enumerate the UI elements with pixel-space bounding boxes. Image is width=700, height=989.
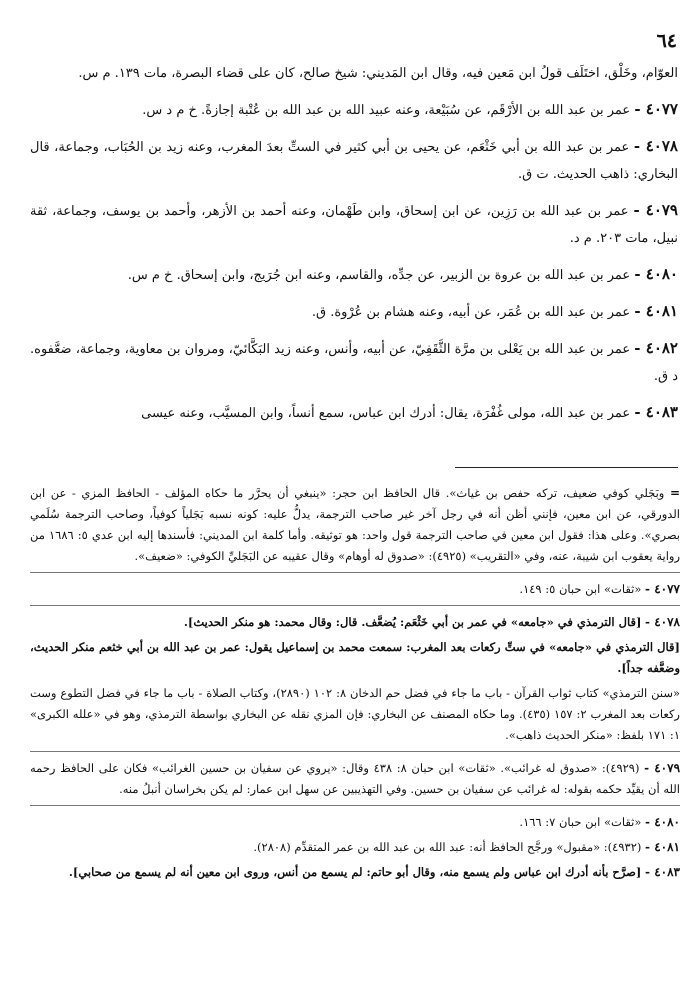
entry-text: العوّام، وخَلْق، اختَلَف قولُ ابن مَعين فيه، وقال ابن المَديني: شيخ صالح، كان على قضاء البصرة، مات ١٣٩. م س. [78, 66, 678, 81]
footnote-number: ٤٠٧٩ - [644, 761, 681, 775]
footnote-number: ٤٠٧٧ - [645, 582, 680, 596]
entry-text: عمر بن عبد الله بن أبي خَثْعَم، عن يحيى بن أبي كثير في الستِّ بعدَ المغرب، وعنه زيد بن الحُبَاب، وجماعة، قال البخاري: ذاهب الحديث. ت ق. [30, 140, 678, 182]
entry-number: ٤٠٨٢ - [634, 339, 678, 357]
entry-text: عمر بن عبد الله بن عروة بن الزبير، عن جدِّه، والقاسم، وعنه ابن جُرَيج، وابن إسحاق. خ م س. [127, 268, 631, 283]
footnote-number: ٤٠٨٠ - [645, 815, 680, 829]
footnote-divider [30, 605, 680, 606]
entry-4080 [30, 261, 678, 289]
footnote-4078-quote [30, 637, 680, 679]
footnote-number: ٤٠٨٣ - [645, 865, 680, 879]
footnote-marker: = [669, 486, 680, 500]
footnote-text: [قال الترمذي في «جامعه» في عمر بن أبي خَثْعَم: يُضعَّف. قال: وقال محمد: هو منكر الحديث]. [183, 615, 642, 629]
footnote-text: «ثقات» ابن حبان ٥: ١٤٩. [519, 582, 642, 596]
entry-4081 [30, 298, 678, 326]
entry-number: ٤٠٧٨ - [633, 137, 678, 155]
footnote-text: [قال الترمذي في «جامعه» في ستِّ ركعات بعد المغرب: سمعت محمد بن إسماعيل يقول: عمر بن عبد الله بن أبي خثعم منكر الحديث، وضعَّفه جداً]. [30, 640, 680, 675]
footnote-text: (٤٩٣٢): «مقبول» ورجَّح الحافظ أنه: عبد الله بن عبد الله بن عمر المتقدِّم (٢٨٠٨). [253, 840, 642, 854]
entry-4079 [30, 197, 678, 252]
footnote-text: [صرَّح بأنه أدرك ابن عباس ولم يسمع منه، وقال أبو حاتم: لم يسمع من أنس، وروى ابن معين أنه لم يسمع من صحابي]. [68, 865, 642, 879]
footnote-4081 [30, 837, 680, 858]
entry-text: عمر بن عبد الله بن يَعْلى بن مرَّة الثَّقَفِيّ، عن أبيه، وأنس، وعنه زيد البَكَّائيّ، ومروان بن معاوية، وجماعة، ضعَّفوه. د ق. [30, 342, 678, 384]
entry-4078 [30, 133, 678, 188]
entry-number: ٤٠٧٧ - [634, 100, 678, 118]
footnote-divider [30, 572, 680, 573]
footnote-4079 [30, 758, 680, 800]
footnote-number: ٤٠٨١ - [645, 840, 680, 854]
main-text [30, 60, 678, 436]
footnote-separator [455, 467, 678, 468]
entry-number: ٤٠٨٠ - [634, 265, 678, 283]
footnote-continuation [30, 483, 680, 567]
footnote-text: «سنن الترمذي» كتاب ثواب القرآن - باب ما جاء في فضل حم الدخان ٨: ١٠٢ (٢٨٩٠)، وكتاب الصلاة - باب ما جاء في فضل التطوع وست ركعات بعد المغرب ٢: ١٥٧ (٤٣٥). وما حكاه المصنف عن البخاري: فإن المزي نقله عن البخاري بواسطة الترمذي، وهو في «علله الكبرى» ١: ١٧١ بلفظ: «منكر الحديث ذاهب». [30, 686, 680, 742]
entry-text: عمر بن عبد الله، مولى غُفْرَة، يقال: أدرك ابن عباس، سمع أنساً، وابن المسيَّب، وعنه عيسى [141, 406, 631, 421]
entry-number: ٤٠٨٣ - [634, 403, 678, 421]
entry-text: عمر بن عبد الله بن رَزِين، عن ابن إسحاق، وابن طَهْمان، وعنه أحمد بن الأزهر، وأحمد بن يوسف، وجماعة، ثقة نبيل، مات ٢٠٣. م د. [30, 204, 678, 246]
entry-text: عمر بن عبد الله بن الأرْقَم، عن سُبَيْعة، وعنه عبيد الله بن عبد الله بن عُتْبة إجازةً. خ م د س. [142, 103, 631, 118]
entry-4083 [30, 399, 678, 427]
footnote-text: «ثقات» ابن حبان ٧: ١٦٦. [519, 815, 642, 829]
entry-continuation [30, 60, 678, 87]
footnote-text: وبَجَلي كوفي ضعيف، تركه حفص بن غياث». قال الحافظ ابن حجر: «ينبغي أن يحرَّر ما حكاه المؤلف - الحافظ المزي - عن ابن الدورقي، عن ابن معين، فإنني أظن أنه في رجل آخر غير صاحب الترجمة، يدلُّ عليه: كونه نسبه بَجَلياً كوفياً، وصاحب الترجمة سُلَمي بصري». وعلى هذا: فقول ابن معين في صاحب الترجمة قول واحد: هو توثيقه. وأما كلمة ابن المديني: فأسندها إليه ابن عدي ٥: ١٦٨٦ من رواية يعقوب ابن شيبة، عنه، وفي «التقريب» (٤٩٢٥): «صدوق له أوهام» وقال عقيبه عن البَجَليِّ الكوفي: «ضعيف». [30, 486, 681, 563]
entry-4082 [30, 335, 678, 390]
footnote-4077 [30, 579, 680, 600]
page-number: ٦٤ [656, 30, 677, 52]
footnote-text: (٤٩٢٩): «صدوق له غرائب». «ثقات» ابن حبان ٨: ٤٣٨ وقال: «يروي عن سفيان بن حسين الغرائب» فكان على الحافظ رحمه الله أن يقيِّد حكمه بقوله: له غرائب عن سفيان بن حسين. وفي التهذيبين عن سهل ابن عمار: لم يكن بخراسان أنبلُ منه. [30, 761, 680, 796]
footnote-4083 [30, 862, 680, 883]
footnote-4078-sources [30, 683, 680, 746]
entry-number: ٤٠٧٩ - [633, 201, 678, 219]
footnote-4078 [30, 612, 680, 633]
footnote-divider [30, 751, 680, 752]
footnote-divider [30, 805, 680, 806]
entry-text: عمر بن عبد الله بن عُمَر، عن أبيه، وعنه هشام بن عُرْوة. ق. [311, 305, 631, 320]
footnotes [30, 483, 680, 887]
entry-number: ٤٠٨١ - [634, 302, 678, 320]
footnote-number: ٤٠٧٨ - [645, 615, 680, 629]
footnote-4080 [30, 812, 680, 833]
entry-4077 [30, 96, 678, 124]
